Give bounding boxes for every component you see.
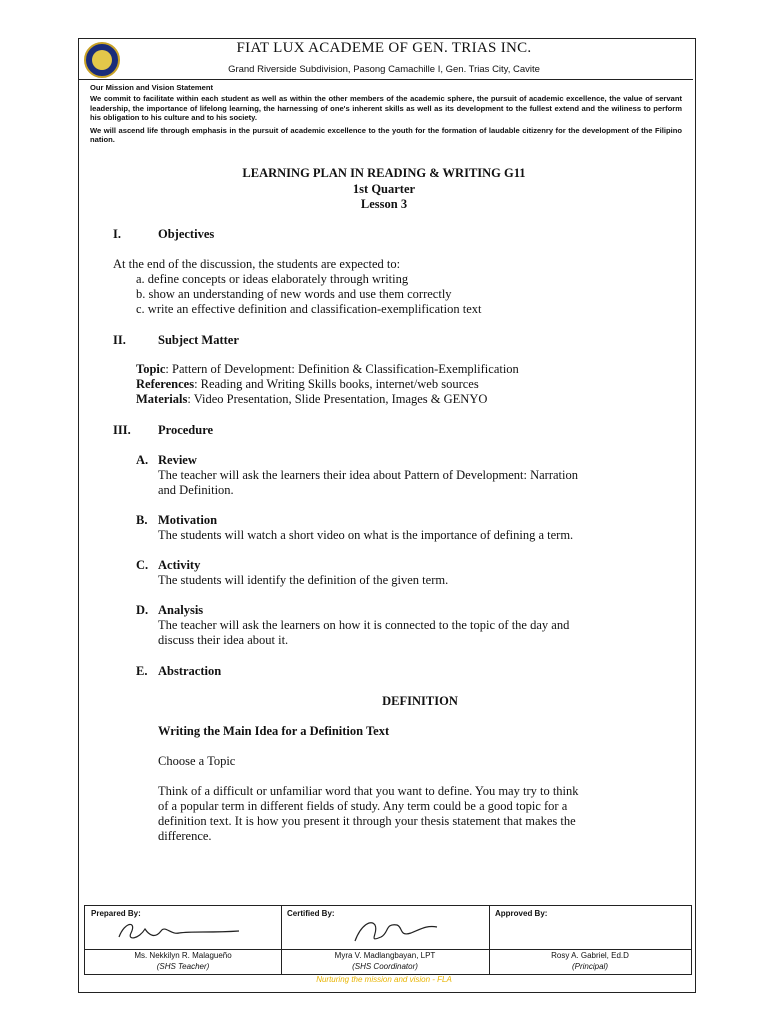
signature-table bbox=[84, 905, 692, 975]
signer-role: (SHS Teacher) bbox=[156, 962, 210, 971]
step-letter: C. bbox=[136, 558, 149, 572]
procedure-heading: Procedure bbox=[158, 423, 214, 437]
definition-paragraph-line: difference. bbox=[158, 829, 212, 843]
step-letter: E. bbox=[136, 664, 148, 678]
topic-line bbox=[136, 362, 519, 377]
signer-name: Rosy A. Gabriel, Ed.D bbox=[551, 951, 629, 960]
step-letter: A. bbox=[136, 453, 149, 467]
step-text: The students will identify the definition of the given term. bbox=[158, 573, 449, 587]
step-title: Analysis bbox=[158, 603, 204, 617]
step-text: discuss their idea about it. bbox=[158, 633, 289, 647]
step-title: Activity bbox=[158, 558, 201, 572]
objective-item: c. write an effective definition and classification-exemplification text bbox=[136, 302, 482, 316]
definition-heading: DEFINITION bbox=[382, 694, 458, 708]
step-text: The teacher will ask the learners on how it is connected to the topic of the day and bbox=[158, 618, 570, 632]
definition-paragraph-line: definition text. It is how you present it through your thesis statement that makes the bbox=[158, 814, 576, 828]
step-letter: B. bbox=[136, 513, 148, 527]
materials-line bbox=[136, 392, 487, 407]
signature-scribble bbox=[341, 915, 491, 947]
topic-value: : Pattern of Development: Definition & Classification-Exemplification bbox=[165, 362, 519, 376]
step-text: The teacher will ask the learners their idea about Pattern of Development: Narration bbox=[158, 468, 578, 482]
step-letter: D. bbox=[136, 603, 149, 617]
objective-item: b. show an understanding of new words and use them correctly bbox=[136, 287, 452, 301]
school-name: FIAT LUX ACADEME OF GEN. TRIAS INC. bbox=[236, 40, 532, 56]
signer-name: Myra V. Madlangbayan, LPT bbox=[334, 951, 436, 960]
step-text: and Definition. bbox=[158, 483, 234, 497]
objective-item: a. define concepts or ideas elaborately through writing bbox=[136, 272, 409, 286]
mission-heading: Our Mission and Vision Statement bbox=[90, 83, 214, 92]
signature-approved bbox=[489, 906, 691, 974]
references-value: : Reading and Writing Skills books, internet/web sources bbox=[194, 377, 479, 391]
objectives-heading: Objectives bbox=[158, 227, 215, 241]
signer-name: Ms. Nekkilyn R. Malagueño bbox=[134, 951, 232, 960]
step-text: The students will watch a short video on what is the importance of defining a term. bbox=[158, 528, 574, 542]
objectives-intro: At the end of the discussion, the students are expected to: bbox=[113, 257, 401, 271]
plan-quarter: 1st Quarter bbox=[352, 182, 416, 196]
signature-certified bbox=[281, 906, 490, 974]
definition-paragraph-line: of a popular term in different fields of study. Any term could be a good topic for a bbox=[158, 799, 568, 813]
subject-heading: Subject Matter bbox=[158, 333, 239, 347]
signature-prepared bbox=[85, 906, 282, 974]
references-line bbox=[136, 377, 479, 392]
step-title: Review bbox=[158, 453, 197, 467]
choose-topic: Choose a Topic bbox=[158, 754, 236, 768]
step-title: Motivation bbox=[158, 513, 218, 527]
plan-title: LEARNING PLAN IN READING & WRITING G11 bbox=[242, 166, 526, 180]
school-address: Grand Riverside Subdivision, Pasong Camachille I, Gen. Trias City, Cavite bbox=[228, 64, 540, 75]
signature-label: Approved By: bbox=[495, 909, 548, 918]
plan-lesson: Lesson 3 bbox=[360, 197, 408, 211]
procedure-number: III. bbox=[113, 423, 131, 437]
signer-role: (Principal) bbox=[571, 962, 608, 971]
references-label: References bbox=[136, 377, 195, 391]
materials-label: Materials bbox=[136, 392, 188, 406]
definition-paragraph-line: Think of a difficult or unfamiliar word that you want to define. You may try to think bbox=[158, 784, 579, 798]
signer-role: (SHS Coordinator) bbox=[352, 962, 418, 971]
materials-value: : Video Presentation, Slide Presentation, Images & GENYO bbox=[187, 392, 488, 406]
signature-label: Prepared By: bbox=[91, 909, 141, 918]
signature-scribble bbox=[109, 915, 259, 947]
topic-label: Topic bbox=[136, 362, 166, 376]
signature-label: Certified By: bbox=[287, 909, 335, 918]
subject-number: II. bbox=[113, 333, 126, 347]
footer-tagline: Nurturing the mission and vision - FLA bbox=[316, 975, 452, 984]
mission-statement bbox=[90, 83, 682, 147]
definition-subheading: Writing the Main Idea for a Definition Text bbox=[158, 724, 390, 738]
mission-paragraph: We commit to facilitate within each student as well as within the other members of the academic sphere, the pursuit of academic excellence, the value of servant leadership, the importance of lifelong learning, the harnessing of one's inherent skills as well as its development to the fullest extend and the wiliness to perform his obligation to his culture and to his society. bbox=[90, 94, 682, 123]
vision-paragraph: We will ascend life through emphasis in the pursuit of academic excellence to the youth for the formation of laudable citizenry for the development of the Filipino nation. bbox=[90, 125, 682, 145]
objectives-number: I. bbox=[113, 227, 121, 241]
step-title: Abstraction bbox=[158, 664, 222, 678]
